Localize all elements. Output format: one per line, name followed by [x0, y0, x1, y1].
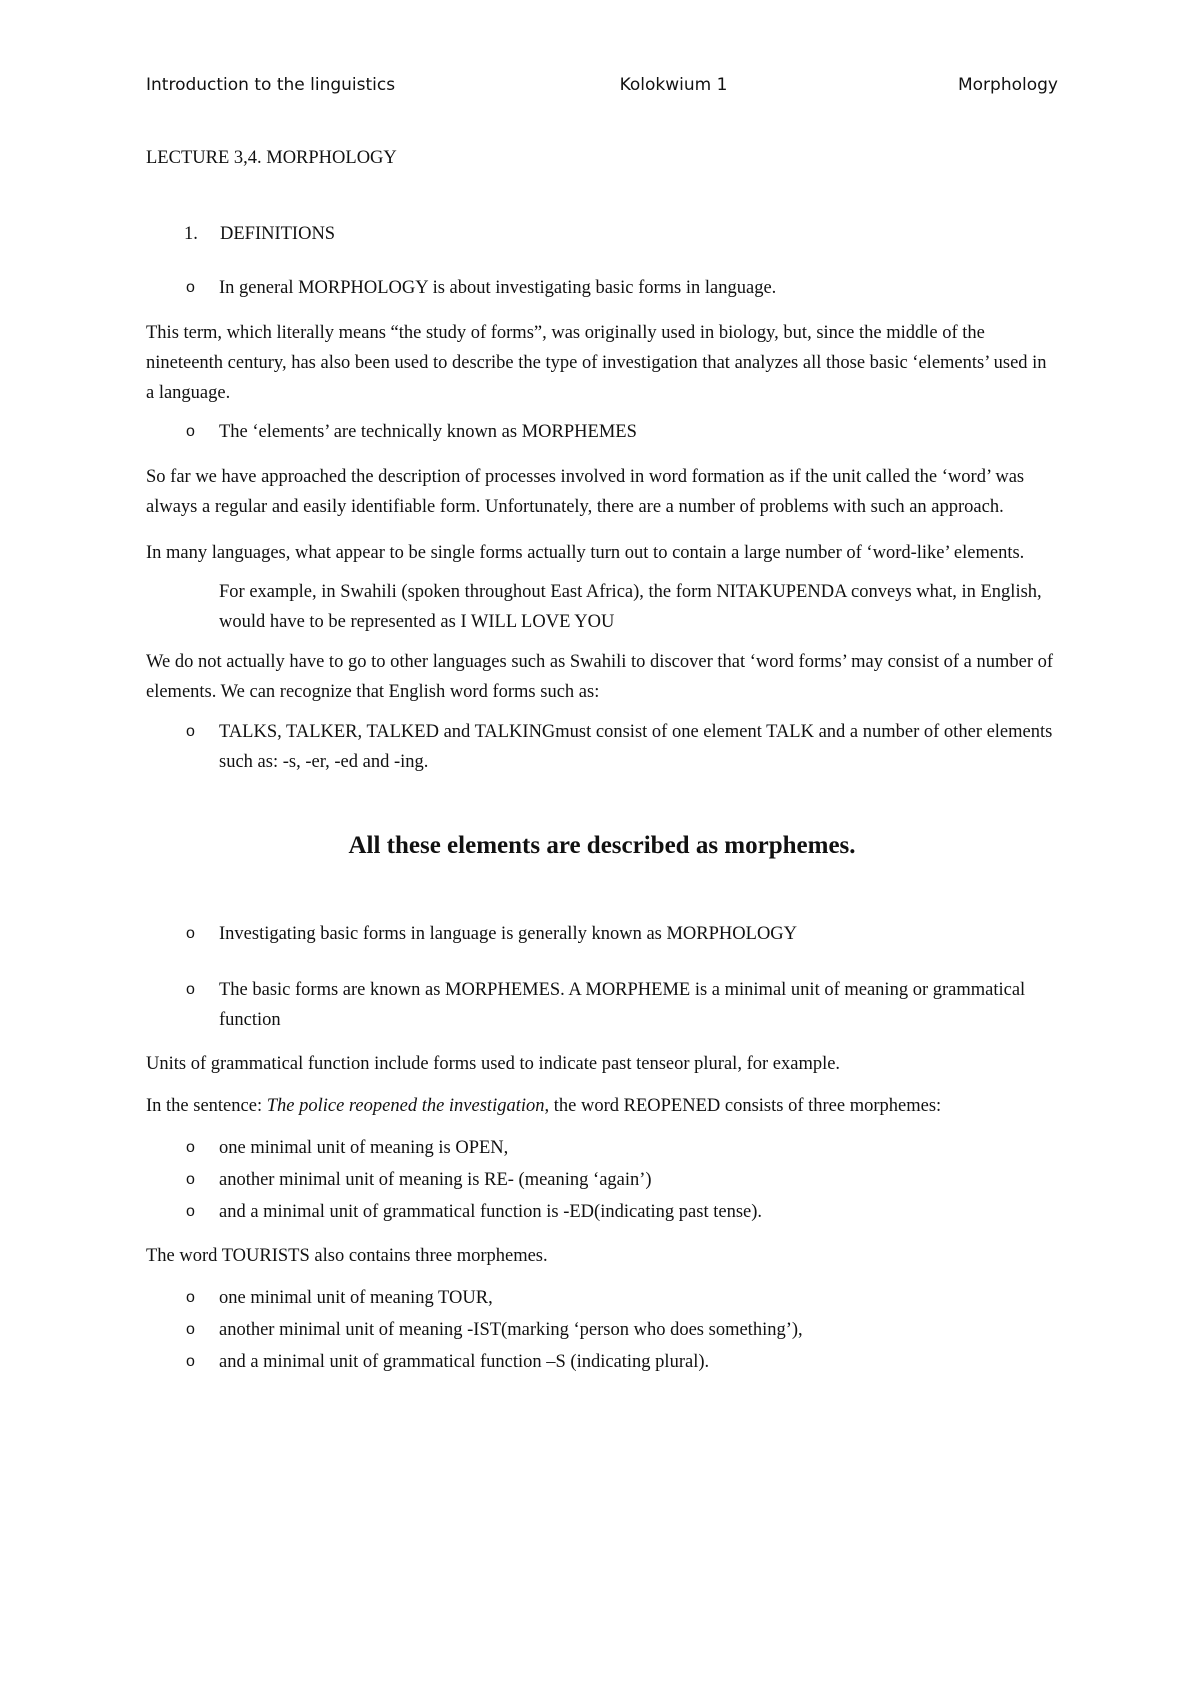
paragraph: In many languages, what appear to be single forms actually turn out to contain a large number of ‘word-like’ elements.	[146, 543, 1025, 563]
bullet-marker: o	[186, 1139, 195, 1156]
header-kolokwium: Kolokwium 1	[619, 75, 728, 95]
section-heading	[146, 219, 1058, 249]
bullet-marker: o	[186, 1321, 195, 1338]
list-item	[146, 1197, 1058, 1227]
example-paragraph: For example, in Swahili (spoken throughout East Africa), the form NITAKUPENDA conveys what, in English, would have to be represented as I WILL LOVE YOU	[219, 582, 1042, 632]
paragraph: The word TOURISTS also contains three morphemes.	[146, 1246, 548, 1266]
bullet-item	[146, 975, 1058, 1035]
bullet-text: The basic forms are known as MORPHEMES. A MORPHEME is a minimal unit of meaning or grammatical function	[219, 980, 1026, 1030]
bullet-text: Investigating basic forms in language is generally known as MORPHOLOGY	[219, 924, 798, 944]
header-topic: Morphology	[957, 75, 1058, 95]
list-item	[146, 1315, 1058, 1345]
section-title: DEFINITIONS	[220, 224, 336, 244]
paragraph	[146, 1091, 1058, 1121]
paragraph: This term, which literally means “the study of forms”, was originally used in biology, but, since the middle of the nineteenth century, has also been used to describe the type of investigation that analyzes all those basic ‘elements’ used in a language.	[146, 323, 1047, 403]
list-item	[146, 1165, 1058, 1195]
list-item	[146, 1133, 1058, 1163]
bullet-marker: o	[186, 1203, 195, 1220]
bullet-marker: o	[186, 1353, 195, 1370]
list-item-text: and a minimal unit of grammatical function is -ED(indicating past tense).	[219, 1202, 763, 1222]
sentence-intro: In the sentence:	[146, 1096, 267, 1116]
list-item-text: another minimal unit of meaning is RE- (meaning ‘again’)	[219, 1170, 652, 1190]
page-header	[146, 70, 1058, 100]
bullet-text: TALKS, TALKER, TALKED and TALKINGmust consist of one element TALK and a number of other elements such as: -s, -er, -ed and -ing.	[219, 722, 1053, 772]
bullet-item	[146, 273, 1058, 303]
bullet-text: In general MORPHOLOGY is about investigating basic forms in language.	[219, 278, 777, 298]
bullet-marker: o	[186, 1289, 195, 1306]
list-item	[146, 1283, 1058, 1313]
bullet-marker: o	[186, 981, 195, 998]
bullet-item	[146, 717, 1058, 777]
section-number: 1.	[184, 224, 198, 244]
lecture-title: LECTURE 3,4. MORPHOLOGY	[146, 148, 397, 168]
bullet-marker: o	[186, 723, 195, 740]
bullet-marker: o	[186, 279, 195, 296]
bullet-marker: o	[186, 925, 195, 942]
bullet-text: The ‘elements’ are technically known as MORPHEMES	[219, 422, 637, 442]
sentence-rest: , the word REOPENED consists of three morphemes:	[544, 1096, 942, 1116]
bullet-item	[146, 417, 1058, 447]
list-item-text: and a minimal unit of grammatical function –S (indicating plural).	[219, 1352, 710, 1372]
paragraph: So far we have approached the description of processes involved in word formation as if the unit called the ‘word’ was always a regular and easily identifiable form. Unfortunately, there are a number of problems with such an approach.	[146, 467, 1025, 517]
emphasis-heading: All these elements are described as morphemes.	[348, 832, 856, 859]
list-item-text: one minimal unit of meaning TOUR,	[219, 1288, 493, 1308]
paragraph: We do not actually have to go to other languages such as Swahili to discover that ‘word forms’ may consist of a number of elements. We can recognize that English word forms such as:	[146, 652, 1054, 702]
list-item-text: one minimal unit of meaning is OPEN,	[219, 1138, 509, 1158]
bullet-marker: o	[186, 423, 195, 440]
paragraph: Units of grammatical function include forms used to indicate past tenseor plural, for example.	[146, 1054, 841, 1074]
list-item	[146, 1347, 1058, 1377]
header-course: Introduction to the linguistics	[146, 75, 396, 95]
example-sentence: The police reopened the investigation	[266, 1096, 545, 1116]
bullet-marker: o	[186, 1171, 195, 1188]
bullet-item	[146, 919, 1058, 949]
list-item-text: another minimal unit of meaning -IST(marking ‘person who does something’),	[219, 1320, 803, 1340]
